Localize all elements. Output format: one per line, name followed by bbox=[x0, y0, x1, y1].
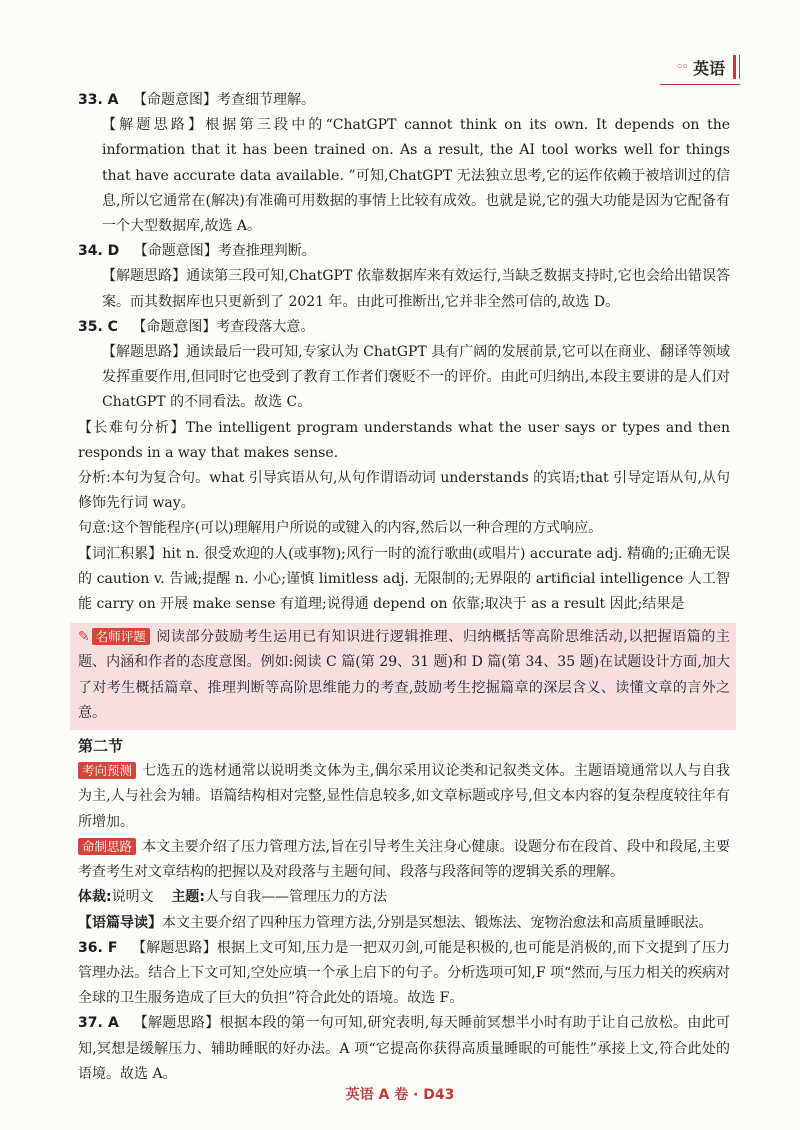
q34-intent: 考查推理判断。 bbox=[217, 243, 316, 260]
q35-intent-tag: 【命题意图】 bbox=[132, 318, 217, 335]
page-footer: 英语 A 卷 · D43 bbox=[345, 1087, 455, 1103]
q34-reason-tag: 【解题思路】 bbox=[102, 268, 187, 285]
long-sentence-text: The intelligent program understands what the user says or types and then responds in a way that makes sense. bbox=[78, 419, 731, 461]
long-sentence-tag: 【长难句分析】 bbox=[78, 419, 186, 436]
section-title: 第二节 bbox=[78, 737, 124, 756]
guide-label: 【语篇导读】 bbox=[78, 914, 162, 931]
q36-number: 36. F bbox=[78, 939, 118, 956]
q37-block bbox=[78, 1011, 730, 1087]
q33-intent-tag: 【命题意图】 bbox=[132, 92, 217, 108]
guide-block bbox=[78, 911, 730, 936]
q34-reason: 通读第三段可知,ChatGPT 依靠数据库来有效运行,当缺乏数据支持时,它也会给出错误答案。而其数据库也只更新到了 2021 年。由此可推断出,它并非全然可信的,故选 D。 bbox=[102, 268, 731, 310]
teacher-comment-label: 名师评题 bbox=[92, 628, 150, 645]
q37-reason: 根据本段的第一句可知,研究表明,每天睡前冥想半小时有助于让自己放松。由此可知,冥想是缓解压力、辅助睡眠的好办法。A 项“它提高你获得高质量睡眠的可能性”承接上文,符合此处的语境。故选 A。 bbox=[78, 1015, 731, 1082]
analysis-text: 本句为复合句。what 引导宾语从句,从句作谓语动词 understands 的宾语;that 引导定语从句,从句修饰先行词 way。 bbox=[78, 470, 730, 512]
genre-theme-line bbox=[78, 885, 730, 910]
answer-content bbox=[78, 88, 730, 1087]
theme-label: 主题: bbox=[171, 889, 206, 906]
subject-label: 英语 bbox=[692, 58, 725, 78]
pencil-icon: ✎ bbox=[78, 629, 90, 646]
q33-intent: 考查细节理解。 bbox=[216, 92, 315, 108]
sentence-meaning bbox=[78, 516, 730, 541]
q33-reason: 根据第三段中的“ChatGPT cannot think on its own. It depends on the information that it has been trained on. As a result, the AI tool works well for things that have accurate data available. ”可知,ChatGPT 无法独立思考,它的运作依赖于被培训过的信息,所以它通常在(解决)有准确可用数据的事情上比较有成效。也就是说,它的强大功能是因为它配备有一个大型数据库,故选 A。 bbox=[102, 117, 731, 235]
q36-reason: 根据上文可知,压力是一把双刃剑,可能是积极的,也可能是消极的,而下文提到了压力管理办法。结合上下文可知,空处应填一个承上启下的句子。分析选项可知,F 项“然而,与压力相关的疾病对全球的卫生服务造成了巨大的负担”符合此处的语境。故选 F。 bbox=[78, 939, 730, 1007]
guide-text: 本文主要介绍了四种压力管理方法,分别是冥想法、锻炼法、宠物治愈法和高质量睡眠法。 bbox=[162, 914, 713, 931]
genre-label: 体裁: bbox=[78, 889, 112, 906]
forecast-block bbox=[78, 759, 730, 835]
q33-reasoning bbox=[78, 113, 730, 239]
q37-reason-tag: 【解题思路】 bbox=[133, 1015, 220, 1032]
q35-heading bbox=[78, 315, 730, 340]
forecast-label: 考向预测 bbox=[78, 762, 136, 779]
sentence-analysis bbox=[78, 466, 730, 516]
q34-intent-tag: 【命题意图】 bbox=[133, 243, 218, 260]
q35-reason-tag: 【解题思路】 bbox=[102, 344, 187, 361]
q33-reason-tag: 【解题思路】 bbox=[102, 117, 206, 134]
q35-reasoning bbox=[78, 340, 730, 416]
q33-heading bbox=[78, 88, 730, 113]
q36-block bbox=[78, 936, 730, 1012]
vocab-text: hit n. 很受欢迎的人(或事物);风行一时的流行歌曲(或唱片) accurate adj. 精确的;正确无误的 caution v. 告诫;提醒 n. 小心;谨慎 limitless adj. 无限制的;无界限的 artificial intelligence 人工智能 carry on 开展 make sense 有道理;说得通 depend on 依靠;取决于 as a result 因此;结果是 bbox=[78, 545, 731, 613]
q35-reason: 通读最后一段可知,专家认为 ChatGPT 具有广阔的发展前景,它可以在商业、翻译等领域发挥重要作用,但同时它也受到了教育工作者们褒贬不一的评价。由此可归纳出,本段主要讲的是人们对 ChatGPT 的不同看法。故选 C。 bbox=[102, 344, 730, 411]
q34-reasoning bbox=[78, 264, 730, 314]
teacher-comment-text: 阅读部分鼓励考生运用已有知识进行逻辑推理、归纳概括等高阶思维活动,以把握语篇的主题、内涵和作者的态度意图。例如:阅读 C 篇(第 29、31 题)和 D 篇(第 34、35 题)在试题设计方面,加大了对考生概括篇章、推理判断等高阶思维能力的考查,鼓励考生挖掘篇章的深层含义、读懂文章的言外之意。 bbox=[78, 629, 730, 721]
q35-number: 35. C bbox=[78, 318, 118, 335]
q33-number: 33. A bbox=[78, 92, 119, 108]
page-header bbox=[676, 52, 740, 82]
q37-number: 37. A bbox=[78, 1015, 119, 1032]
header-rule bbox=[660, 84, 740, 85]
q36-reason-tag: 【解题思路】 bbox=[131, 939, 217, 956]
header-decoration-icon: ◦◦ bbox=[675, 59, 687, 75]
vocab-tag: 【词汇积累】 bbox=[78, 545, 163, 562]
header-bar-thin bbox=[739, 55, 740, 79]
vocab-block bbox=[78, 542, 730, 618]
design-text: 本文主要介绍了压力管理方法,旨在引导考生关注身心健康。设题分布在段首、段中和段尾,主要考查考生对文章结构的把握以及对段落与主题句间、段落与段落间等的逻辑关系的理解。 bbox=[78, 838, 730, 881]
genre-value: 说明文 bbox=[111, 889, 154, 906]
forecast-text: 七选五的选材通常以说明类文体为主,偶尔采用议论类和记叙类文体。主题语境通常以人与自我为主,人与社会为辅。语篇结构相对完整,显性信息较多,如文章标题或序号,但文本内容的复杂程度较往年有所增加。 bbox=[78, 763, 730, 830]
analysis-label: 分析: bbox=[78, 470, 111, 487]
teacher-comment-box bbox=[70, 623, 736, 730]
q34-heading bbox=[78, 239, 730, 264]
long-sentence bbox=[78, 416, 730, 466]
q34-number: 34. D bbox=[78, 243, 120, 260]
meaning-label: 句意: bbox=[78, 520, 111, 537]
meaning-text: 这个智能程序(可以)理解用户所说的或键入的内容,然后以一种合理的方式响应。 bbox=[110, 520, 603, 537]
header-bar bbox=[733, 55, 736, 79]
design-label: 命制思路 bbox=[78, 838, 136, 855]
q35-intent: 考查段落大意。 bbox=[216, 318, 315, 335]
theme-value: 人与自我——管理压力的方法 bbox=[205, 889, 388, 906]
design-block bbox=[78, 835, 730, 885]
